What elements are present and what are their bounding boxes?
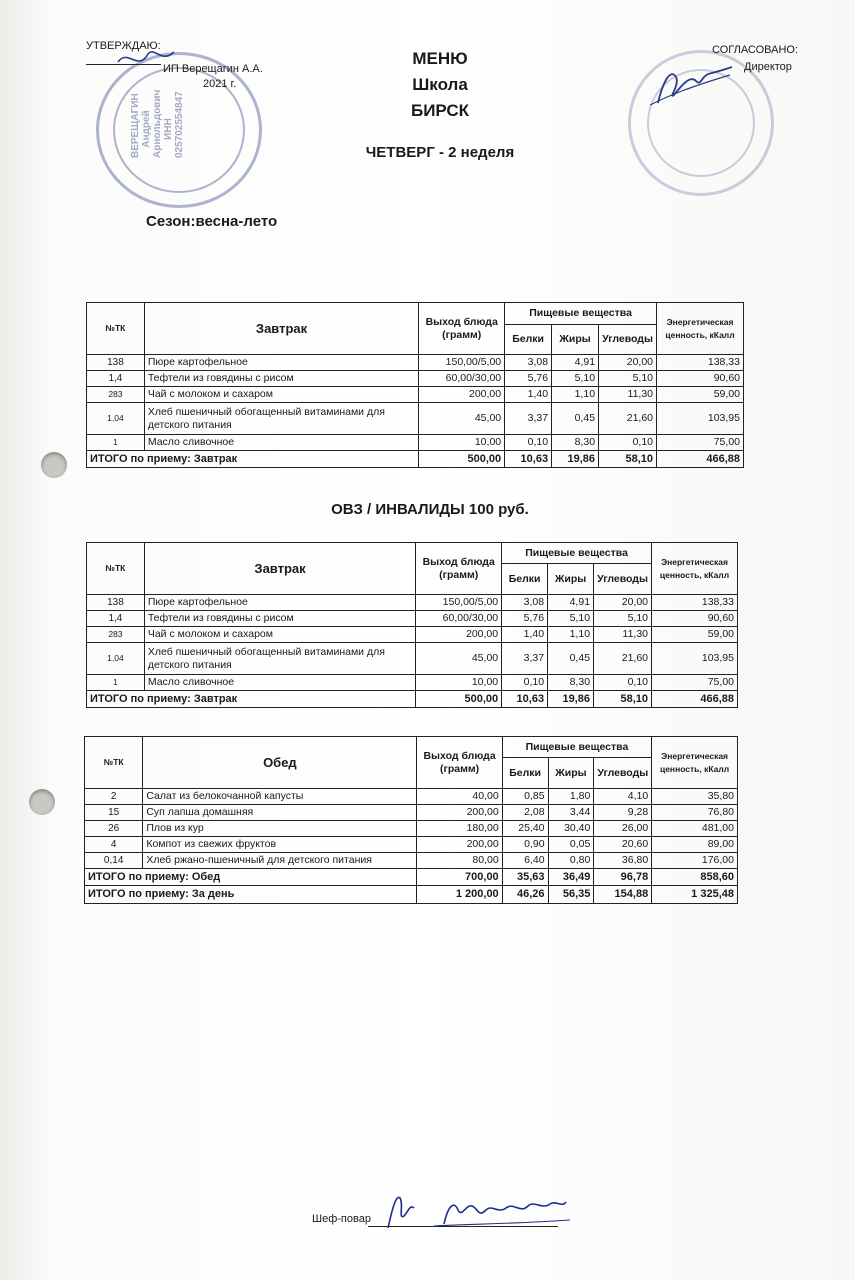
row-protein: 0,90 (502, 837, 548, 853)
col-carbs: Углеводы (594, 564, 652, 595)
row-yield: 10,00 (419, 435, 505, 451)
doc-title-city: БИРСК (410, 101, 469, 120)
meal-title: Завтрак (144, 543, 415, 595)
day-total-label: ИТОГО по приему: За день (85, 886, 417, 904)
row-yield: 60,00/30,00 (416, 611, 502, 627)
row-protein: 0,10 (505, 435, 552, 451)
row-energy: 75,00 (652, 675, 738, 691)
row-tk: 138 (87, 355, 145, 371)
row-protein: 0,85 (502, 789, 548, 805)
day-total-carbs: 154,88 (594, 886, 652, 904)
row-protein: 3,08 (505, 355, 552, 371)
total-fat: 19,86 (548, 691, 594, 708)
row-name: Пюре картофельное (144, 595, 415, 611)
row-fat: 1,10 (548, 627, 594, 643)
row-yield: 200,00 (417, 805, 502, 821)
day-total-protein: 46,26 (502, 886, 548, 904)
total-row (85, 869, 738, 886)
total-label: ИТОГО по приему: Завтрак (87, 451, 419, 468)
row-carbs: 26,00 (594, 821, 652, 837)
row-name: Масло сливочное (144, 435, 418, 451)
row-fat: 1,80 (548, 789, 594, 805)
col-fat: Жиры (548, 758, 594, 789)
total-label: ИТОГО по приему: Завтрак (87, 691, 416, 708)
row-tk: 138 (87, 595, 145, 611)
total-carbs: 58,10 (594, 691, 652, 708)
row-name: Плов из кур (143, 821, 417, 837)
col-yield: Выход блюда (грамм) (417, 737, 502, 789)
chef-label: Шеф-повар (312, 1213, 371, 1225)
row-protein: 5,76 (502, 611, 548, 627)
row-tk: 1,04 (87, 643, 145, 675)
row-name: Хлеб пшеничный обогащенный витаминами для детского питания (144, 643, 415, 675)
table-row (85, 805, 738, 821)
row-fat: 3,44 (548, 805, 594, 821)
row-energy: 59,00 (652, 627, 738, 643)
row-fat: 5,10 (548, 611, 594, 627)
total-yield: 700,00 (417, 869, 502, 886)
total-fat: 36,49 (548, 869, 594, 886)
col-energy: Энергетическая ценность, кКалл (652, 543, 738, 595)
table-row (85, 789, 738, 805)
row-yield: 150,00/5,00 (416, 595, 502, 611)
doc-title-menu: МЕНЮ (412, 49, 468, 68)
ovz-breakfast-table (86, 542, 738, 708)
breakfast-table (86, 302, 744, 468)
table-row (87, 643, 738, 675)
row-carbs: 9,28 (594, 805, 652, 821)
row-tk: 15 (85, 805, 143, 821)
row-energy: 90,60 (657, 371, 744, 387)
row-energy: 90,60 (652, 611, 738, 627)
table-row (87, 387, 744, 403)
row-name: Хлеб пшеничный обогащенный витаминами для детского питания (144, 403, 418, 435)
row-protein: 1,40 (505, 387, 552, 403)
row-yield: 80,00 (417, 853, 502, 869)
row-yield: 45,00 (419, 403, 505, 435)
total-fat: 19,86 (552, 451, 599, 468)
row-energy: 138,33 (657, 355, 744, 371)
row-carbs: 20,00 (594, 595, 652, 611)
col-protein: Белки (502, 564, 548, 595)
table-row (87, 675, 738, 691)
chef-signature (374, 1180, 574, 1236)
row-yield: 45,00 (416, 643, 502, 675)
row-fat: 0,05 (548, 837, 594, 853)
doc-title-school: Школа (412, 75, 468, 94)
table-row (85, 837, 738, 853)
row-fat: 8,30 (548, 675, 594, 691)
row-energy: 138,33 (652, 595, 738, 611)
row-fat: 0,80 (548, 853, 594, 869)
row-carbs: 21,60 (599, 403, 657, 435)
day-title: ЧЕТВЕРГ - 2 неделя (365, 144, 515, 161)
col-yield: Выход блюда (грамм) (416, 543, 502, 595)
row-protein: 3,37 (502, 643, 548, 675)
row-yield: 200,00 (416, 627, 502, 643)
row-carbs: 21,60 (594, 643, 652, 675)
row-name: Масло сливочное (144, 675, 415, 691)
row-energy: 76,80 (652, 805, 738, 821)
col-energy: Энергетическая ценность, кКалл (657, 303, 744, 355)
stamp-text-inn: 025702554847 (174, 91, 185, 158)
row-protein: 3,37 (505, 403, 552, 435)
row-fat: 4,91 (552, 355, 599, 371)
row-carbs: 0,10 (599, 435, 657, 451)
col-tk: №ТК (85, 737, 143, 789)
col-carbs: Углеводы (594, 758, 652, 789)
row-fat: 4,91 (548, 595, 594, 611)
col-yield: Выход блюда (грамм) (419, 303, 505, 355)
row-energy: 35,80 (652, 789, 738, 805)
row-tk: 2 (85, 789, 143, 805)
row-carbs: 5,10 (599, 371, 657, 387)
row-tk: 4 (85, 837, 143, 853)
row-yield: 180,00 (417, 821, 502, 837)
row-protein: 3,08 (502, 595, 548, 611)
table-row (85, 821, 738, 837)
agreed-role: Директор (744, 61, 792, 73)
total-energy: 466,88 (652, 691, 738, 708)
row-energy: 176,00 (652, 853, 738, 869)
row-name: Компот из свежих фруктов (143, 837, 417, 853)
row-yield: 200,00 (419, 387, 505, 403)
row-carbs: 20,60 (594, 837, 652, 853)
row-tk: 1,04 (87, 403, 145, 435)
col-tk: №ТК (87, 303, 145, 355)
row-tk: 283 (87, 387, 145, 403)
table-row (85, 853, 738, 869)
row-energy: 481,00 (652, 821, 738, 837)
table-row (87, 595, 738, 611)
row-fat: 1,10 (552, 387, 599, 403)
row-name: Салат из белокочанной капусты (143, 789, 417, 805)
row-tk: 0,14 (85, 853, 143, 869)
meal-title: Завтрак (144, 303, 418, 355)
row-name: Чай с молоком и сахаром (144, 627, 415, 643)
lunch-table (84, 736, 738, 904)
total-carbs: 96,78 (594, 869, 652, 886)
total-energy: 466,88 (657, 451, 744, 468)
table-row (87, 403, 744, 435)
table-row (87, 371, 744, 387)
total-protein: 10,63 (502, 691, 548, 708)
row-name: Тефтели из говядины с рисом (144, 611, 415, 627)
row-tk: 1,4 (87, 371, 145, 387)
row-energy: 59,00 (657, 387, 744, 403)
row-fat: 0,45 (552, 403, 599, 435)
col-nutrients: Пищевые вещества (502, 737, 652, 758)
day-total-energy: 1 325,48 (652, 886, 738, 904)
season-title: Сезон:весна-лето (146, 213, 278, 230)
row-name: Хлеб ржано-пшеничный для детского питания (143, 853, 417, 869)
row-carbs: 5,10 (594, 611, 652, 627)
row-name: Пюре картофельное (144, 355, 418, 371)
total-row (87, 691, 738, 708)
row-energy: 89,00 (652, 837, 738, 853)
row-carbs: 4,10 (594, 789, 652, 805)
punch-hole-bottom (29, 789, 55, 815)
row-protein: 1,40 (502, 627, 548, 643)
col-carbs: Углеводы (599, 325, 657, 355)
total-carbs: 58,10 (599, 451, 657, 468)
col-energy: Энергетическая ценность, кКалл (652, 737, 738, 789)
col-protein: Белки (505, 325, 552, 355)
total-protein: 35,63 (502, 869, 548, 886)
row-tk: 1 (87, 435, 145, 451)
row-carbs: 36,80 (594, 853, 652, 869)
approve-year: 2021 г. (203, 78, 237, 90)
total-yield: 500,00 (419, 451, 505, 468)
row-tk: 1,4 (87, 611, 145, 627)
total-protein: 10,63 (505, 451, 552, 468)
row-fat: 0,45 (548, 643, 594, 675)
table-row (87, 355, 744, 371)
stamp-text-first: Андрей (141, 110, 152, 148)
row-protein: 5,76 (505, 371, 552, 387)
director-signature (640, 55, 740, 115)
row-name: Тефтели из говядины с рисом (144, 371, 418, 387)
row-name: Суп лапша домашняя (143, 805, 417, 821)
row-carbs: 0,10 (594, 675, 652, 691)
day-total-fat: 56,35 (548, 886, 594, 904)
row-protein: 2,08 (502, 805, 548, 821)
total-row (87, 451, 744, 468)
row-carbs: 11,30 (599, 387, 657, 403)
row-carbs: 20,00 (599, 355, 657, 371)
col-protein: Белки (502, 758, 548, 789)
row-tk: 283 (87, 627, 145, 643)
approve-label: УТВЕРЖДАЮ: (86, 40, 161, 52)
row-yield: 40,00 (417, 789, 502, 805)
row-energy: 103,95 (652, 643, 738, 675)
approver-name: ИП Верещагин А.А. (163, 63, 263, 75)
row-carbs: 11,30 (594, 627, 652, 643)
row-fat: 30,40 (548, 821, 594, 837)
approve-line (86, 64, 161, 65)
row-energy: 103,95 (657, 403, 744, 435)
row-name: Чай с молоком и сахаром (144, 387, 418, 403)
col-fat: Жиры (548, 564, 594, 595)
row-fat: 5,10 (552, 371, 599, 387)
row-protein: 25,40 (502, 821, 548, 837)
row-tk: 26 (85, 821, 143, 837)
agreed-label: СОГЛАСОВАНО: (712, 44, 799, 56)
table-row (87, 627, 738, 643)
row-yield: 200,00 (417, 837, 502, 853)
row-yield: 150,00/5,00 (419, 355, 505, 371)
col-tk: №ТК (87, 543, 145, 595)
total-energy: 858,60 (652, 869, 738, 886)
row-protein: 0,10 (502, 675, 548, 691)
row-fat: 8,30 (552, 435, 599, 451)
row-yield: 10,00 (416, 675, 502, 691)
total-yield: 500,00 (416, 691, 502, 708)
stamp-text-name: ВЕРЕЩАГИН (130, 93, 141, 158)
table-row (87, 611, 738, 627)
punch-hole-top (41, 452, 67, 478)
ovz-title: ОВЗ / ИНВАЛИДЫ 100 руб. (331, 501, 529, 518)
day-total-row (85, 886, 738, 904)
row-yield: 60,00/30,00 (419, 371, 505, 387)
row-protein: 6,40 (502, 853, 548, 869)
row-energy: 75,00 (657, 435, 744, 451)
row-tk: 1 (87, 675, 145, 691)
stamp-text-patronymic: Арнольдович (152, 89, 163, 158)
col-nutrients: Пищевые вещества (505, 303, 657, 325)
day-total-yield: 1 200,00 (417, 886, 502, 904)
col-nutrients: Пищевые вещества (502, 543, 652, 564)
col-fat: Жиры (552, 325, 599, 355)
meal-title: Обед (143, 737, 417, 789)
total-label: ИТОГО по приему: Обед (85, 869, 417, 886)
table-row (87, 435, 744, 451)
stamp-text-inn-label: ИНН (163, 118, 174, 140)
